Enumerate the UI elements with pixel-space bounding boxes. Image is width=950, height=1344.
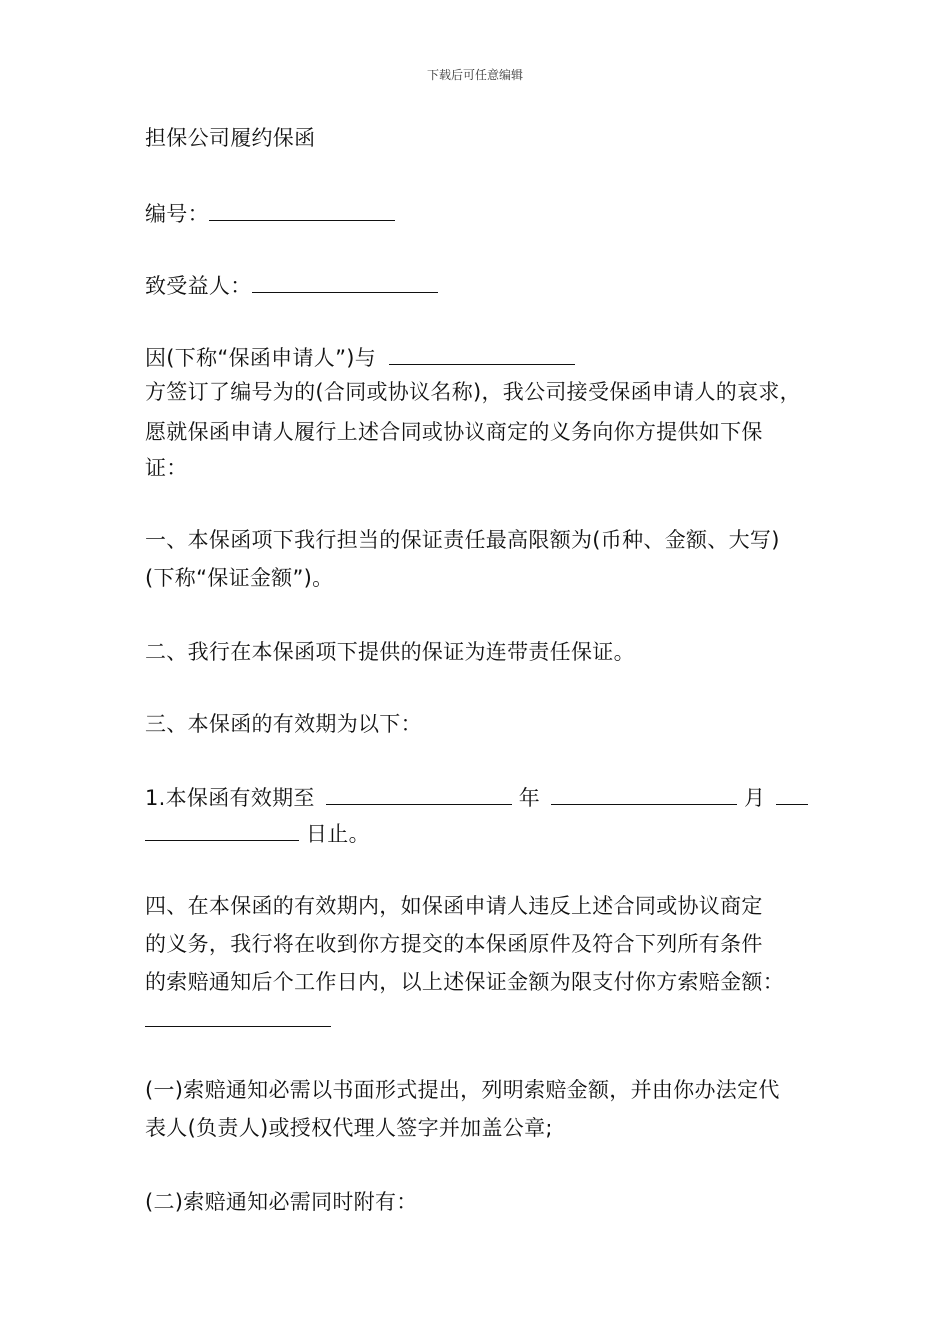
clause1-line-1: 一、本保函项下我行担当的保证责任最高限额为(币种、金额、大写)	[145, 528, 780, 552]
intro-line-3: 愿就保函申请人履行上述合同或协议商定的义务向你方提供如下保	[145, 420, 763, 444]
day-blank-end	[145, 818, 299, 841]
claim-amount-blank	[145, 1004, 331, 1027]
month-label: 月	[744, 786, 766, 810]
day-label: 日止。	[305, 822, 370, 846]
counterparty-blank	[389, 342, 575, 365]
page-header: 下载后可任意编辑	[426, 68, 523, 82]
intro-line-4: 证：	[145, 456, 188, 480]
validity-line-2	[145, 818, 370, 848]
beneficiary-label: 致受益人：	[145, 274, 252, 298]
clause3-line: 三、本保函的有效期为以下：	[145, 712, 422, 736]
clause1-line-2: (下称“保证金额”)。	[145, 566, 334, 590]
number-blank	[209, 198, 395, 221]
item1-line-1: (一)索赔通知必需以书面形式提出，列明索赔金额，并由你办法定代	[145, 1078, 780, 1102]
beneficiary-line	[145, 270, 438, 300]
item2-line: (二)索赔通知必需同时附有：	[145, 1190, 418, 1214]
year-blank	[326, 782, 512, 805]
item1-line-2: 表人(负责人)或授权代理人签字并加盖公章;	[145, 1116, 553, 1140]
validity-prefix: 1.本保函有效期至	[145, 786, 315, 810]
clause4-line-1: 四、在本保函的有效期内，如保函申请人违反上述合同或协议商定	[145, 894, 763, 918]
intro-line-2: 方签订了编号为的(合同或协议名称)，我公司接受保函申请人的哀求，	[145, 380, 801, 404]
day-blank-start	[776, 782, 808, 805]
number-line	[145, 198, 395, 228]
clause4-line-2: 的义务，我行将在收到你方提交的本保函原件及符合下列所有条件	[145, 932, 763, 956]
document-title: 担保公司履约保函	[145, 126, 316, 150]
month-blank	[551, 782, 737, 805]
number-label: 编号：	[145, 202, 209, 226]
intro-line-1	[145, 342, 575, 372]
validity-line-1	[145, 782, 808, 812]
intro-text-1: 因(下称“保函申请人”)与	[145, 346, 377, 370]
clause2-line: 二、我行在本保函项下提供的保证为连带责任保证。	[145, 640, 635, 664]
clause4-line-4	[145, 1004, 331, 1034]
clause4-line-3: 的索赔通知后个工作日内，以上述保证金额为限支付你方索赔金额：	[145, 970, 784, 994]
beneficiary-blank	[252, 270, 438, 293]
year-label: 年	[518, 786, 541, 810]
